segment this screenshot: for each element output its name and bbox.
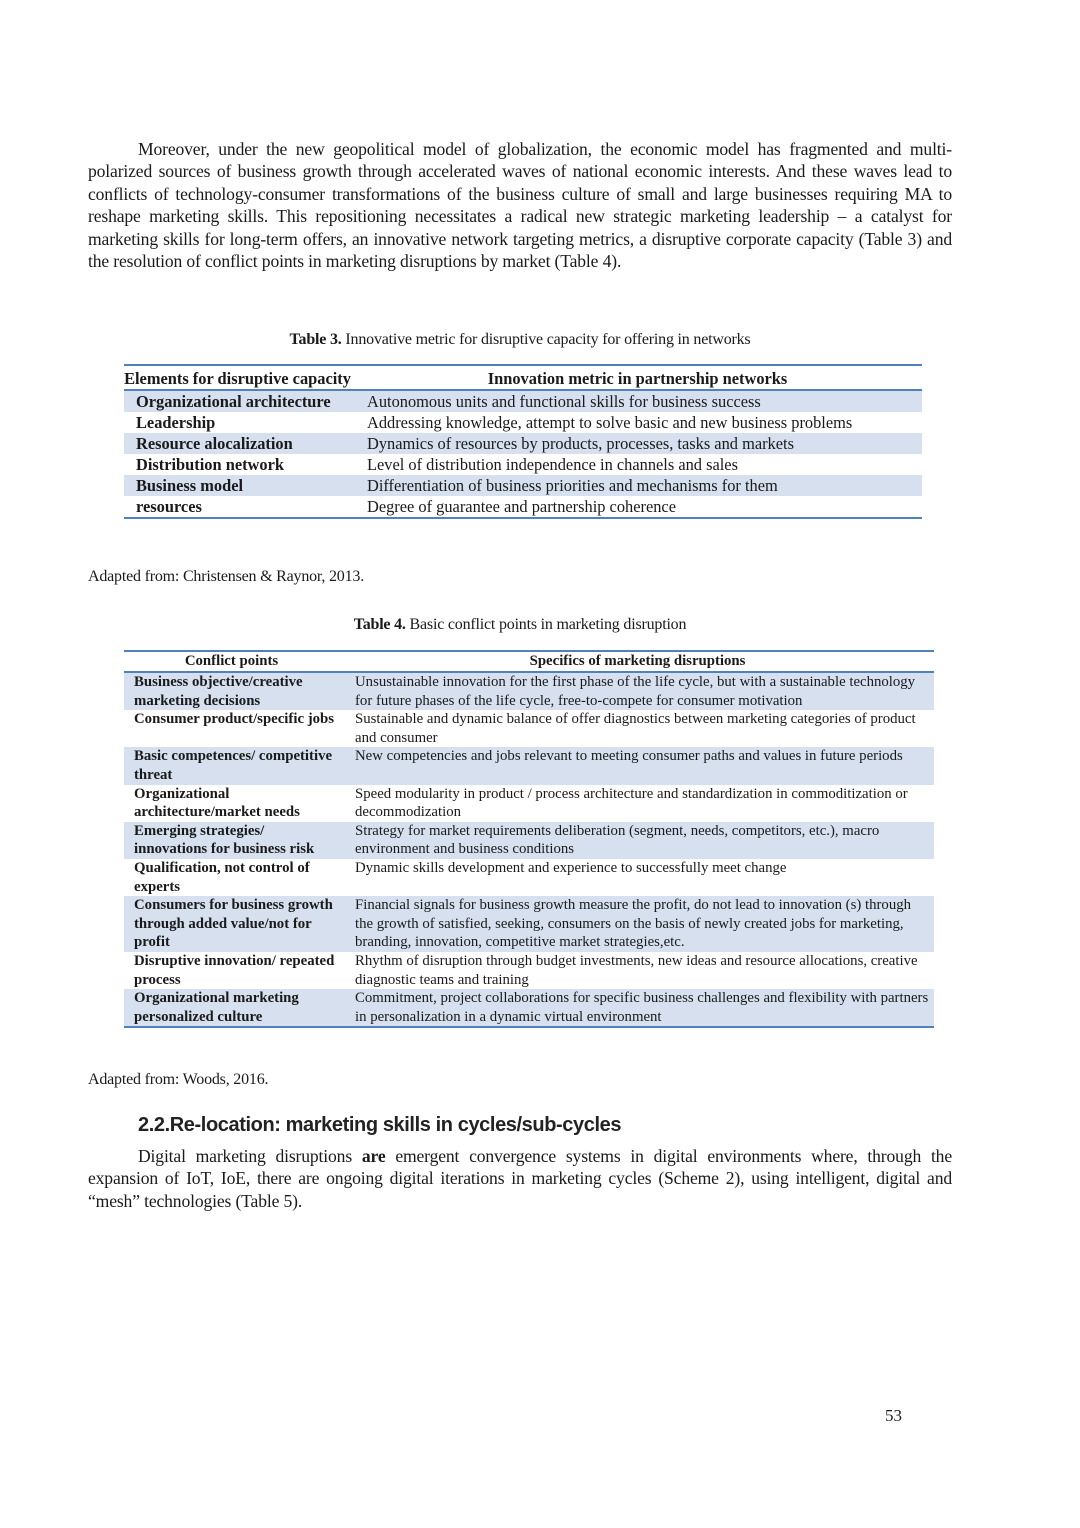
table-row	[124, 454, 922, 475]
page-number: 53	[885, 1406, 902, 1425]
table4-specifics: Sustainable and dynamic balance of offer diagnostics between marketing categories of product and consumer	[355, 711, 916, 746]
table4-specifics: Unsustainable innovation for the first phase of the life cycle, but with a sustainable technology for future phases of the life cycle, free-to-compete for consumer motivation	[341, 672, 934, 710]
table4-header-row	[124, 651, 934, 672]
table-row	[124, 390, 922, 412]
table3-metric: Level of distribution independence in channels and sales	[367, 455, 738, 474]
section-paragraph-pre: Digital marketing disruptions	[138, 1146, 362, 1166]
table3-element: Leadership	[136, 413, 216, 432]
table4-specifics: Commitment, project collaborations for specific business challenges and flexibility with partners in personalization in a dynamic virtual environment	[341, 989, 934, 1027]
table-row	[124, 952, 934, 989]
section-paragraph	[88, 1145, 952, 1212]
table4-point: Basic competences/ competitive threat	[124, 747, 341, 784]
table4-specifics: Financial signals for business growth measure the profit, do not lead to innovation (s) through the growth of satisfied, seeking, consumers on the basis of newly created jobs for marketing, branding, innovation, competitive market strategies,etc.	[341, 896, 934, 952]
table3	[124, 364, 922, 519]
table4-point: Organizational marketing personalized culture	[124, 989, 341, 1027]
table3-header-elements: Elements for disruptive capacity	[124, 369, 351, 388]
table3-metric: Dynamics of resources by products, processes, tasks and markets	[353, 433, 922, 454]
table4-point: Emerging strategies/ innovations for business risk	[124, 822, 341, 859]
table4	[124, 650, 934, 1028]
table4-specifics: Rhythm of disruption through budget investments, new ideas and resource allocations, creative diagnostic teams and training	[355, 952, 918, 988]
table-row	[124, 989, 934, 1027]
table3-metric: Degree of guarantee and partnership coherence	[367, 497, 676, 516]
table3-element: Resource alocalization	[124, 433, 353, 454]
table4-specifics: Speed modularity in product / process architecture and standardization in commoditization or decommodization	[355, 785, 908, 821]
table4-header-specifics: Specifics of marketing disruptions	[529, 653, 746, 669]
table4-source: Adapted from: Woods, 2016.	[88, 1071, 269, 1088]
table-row	[124, 747, 934, 784]
table-row	[124, 896, 934, 952]
table3-metric: Addressing knowledge, attempt to solve basic and new business problems	[367, 413, 853, 432]
table4-caption-text: Basic conflict points in marketing disruption	[405, 616, 687, 633]
table4-caption	[88, 615, 952, 635]
table-row	[124, 433, 922, 454]
intro-paragraph	[88, 138, 952, 272]
table3-caption	[88, 330, 952, 350]
section-paragraph-post: emergent convergence systems in digital environments where, through the expansion of IoT, IoE, there are ongoing digital iterations in marketing cycles (Scheme 2), using intelligent, digital and “mesh” technologies (Table 5).	[88, 1146, 952, 1211]
table-row	[124, 785, 934, 822]
table3-element: Business model	[124, 475, 353, 496]
intro-paragraph-text: Moreover, under the new geopolitical model of globalization, the economic model has fragmented and multi-polarized sources of business growth through accelerated waves of national economic interests. And these waves lead to conflicts of technology-consumer transformations of the business culture of small and large businesses requiring MA to reshape marketing skills. This repositioning necessitates a radical new strategic marketing leadership – a catalyst for marketing skills for long-term offers, an innovative network targeting metrics, a disruptive corporate capacity (Table 3) and the resolution of conflict points in marketing disruptions by market (Table 4).	[88, 139, 952, 272]
table4-caption-label: Table 4.	[353, 616, 406, 633]
table3-source: Adapted from: Christensen & Raynor, 2013.	[88, 568, 365, 585]
section-heading: 2.2.Re-location: marketing skills in cycles/sub-cycles	[138, 1114, 622, 1136]
table-row	[124, 475, 922, 496]
table3-header-row	[124, 365, 922, 390]
table3-metric: Differentiation of business priorities and mechanisms for them	[353, 475, 922, 496]
table4-point: Qualification, not control of experts	[134, 859, 310, 895]
table4-specifics: Strategy for market requirements deliberation (segment, needs, competitors, etc.), macro environment and business conditions	[341, 822, 934, 859]
table3-element: resources	[136, 497, 202, 516]
table4-specifics: Dynamic skills development and experience to successfully meet change	[355, 859, 787, 876]
table-row	[124, 672, 934, 710]
table-row	[124, 822, 934, 859]
table-row	[124, 412, 922, 433]
table3-element: Distribution network	[136, 455, 284, 474]
table-row	[124, 496, 922, 518]
table3-metric: Autonomous units and functional skills for business success	[353, 390, 922, 412]
table3-header-metric: Innovation metric in partnership networks	[487, 369, 788, 388]
table4-point: Consumers for business growth through added value/not for profit	[124, 896, 341, 952]
table4-point: Consumer product/specific jobs	[134, 711, 335, 728]
table-row	[124, 710, 934, 747]
table3-element: Organizational architecture	[124, 390, 353, 412]
table4-point: Disruptive innovation/ repeated process	[134, 952, 335, 988]
table3-caption-label: Table 3.	[289, 331, 342, 348]
table4-point: Business objective/creative marketing decisions	[124, 672, 341, 710]
table4-point: Organizational architecture/market needs	[134, 785, 300, 821]
section-paragraph-bold: are	[361, 1146, 386, 1166]
table-row	[124, 859, 934, 896]
table4-header-points: Conflict points	[184, 653, 279, 669]
table3-caption-text: Innovative metric for disruptive capacity for offering in networks	[341, 331, 751, 348]
table4-specifics: New competencies and jobs relevant to meeting consumer paths and values in future periods	[341, 747, 934, 784]
